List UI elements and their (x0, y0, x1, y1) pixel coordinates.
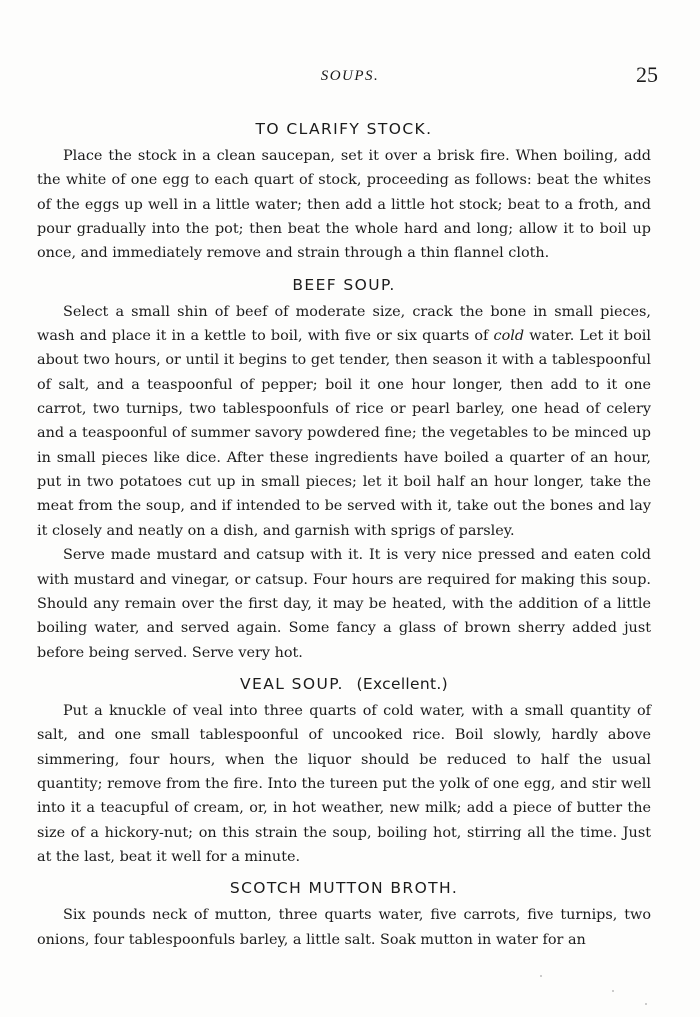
recipe-heading: SCOTCH MUTTON BROTH. (229, 879, 459, 898)
recipe-heading-note: (Excellent.) (356, 674, 448, 693)
recipe-veal-soup (37, 669, 651, 869)
running-head: SOUPS. (320, 68, 380, 84)
recipe-heading: BEEF SOUP. (292, 275, 396, 294)
paper-speck (540, 975, 542, 977)
recipe-clarify-stock (37, 114, 651, 266)
recipe-scotch-mutton-broth (37, 873, 651, 952)
recipe-heading (37, 669, 651, 699)
recipe-heading: TO CLARIFY STOCK. (255, 120, 433, 138)
recipe-beef-soup (37, 270, 651, 665)
page-number: 25 (636, 62, 658, 87)
paper-speck (612, 990, 614, 992)
recipe-paragraph: Six pounds neck of mutton, three quarts water, five carrots, five turnips, two onions, four tablespoonfuls barley, a little salt. Soak mutton in water for an (37, 907, 651, 948)
recipe-paragraph: Place the stock in a clean saucepan, set it over a brisk fire. When boiling, add the white of one egg to each quart of stock, proceeding as follows: beat the whites of the eggs up well in a little water; then add a little hot stock; beat to a froth, and pour gradually into the pot; then beat the whole hard and long; allow it to boil up once, and immediately remove and strain through a thin flannel cloth. (37, 148, 651, 262)
recipe-paragraph: Serve made mustard and catsup with it. It is very nice pressed and eaten cold with mustard and vinegar, or catsup. Four hours are required for making this soup. Should any remain over the first day, it may be heated, with the addition of a little boiling water, and served again. Some fancy a glass of brown sherry added just before being served. Serve very hot. (37, 547, 651, 661)
recipe-paragraph: Put a knuckle of veal into three quarts of cold water, with a small quantity of salt, and one small tablespoonful of uncooked rice. Boil slowly, hardly above simmering, four hours, when the liquor should be reduced to half the usual quantity; remove from the fire. Into the tureen put the yolk of one egg, and stir well into it a teacupful of cream, or, in hot weather, new milk; add a piece of butter the size of a hickory-nut; on this strain the soup, boiling hot, stirring all the time. Just at the last, beat it well for a minute. (37, 702, 651, 865)
page-content (37, 114, 651, 952)
paper-speck (645, 1003, 647, 1005)
recipe-paragraph: Select a small shin of beef of moderate size, crack the bone in small pieces, wash and place it in a kettle to boil, with five or six quarts of cold water. Let it boil about two hours, or until it begins to get tender, then season it with a tablespoonful of salt, and a teaspoonful of pepper; boil it one hour longer, then add to it one carrot, two turnips, two tablespoonfuls of rice or pearl barley, one head of celery and a teaspoonful of summer savory powdered fine; the vegetables to be minced up in small pieces like dice. After these ingredients have boiled a quarter of an hour, put in two potatoes cut up in small pieces; let it boil half an hour longer, take the meat from the soup, and if intended to be served with it, take out the bones and lay it closely and neatly on a dish, and garnish with sprigs of parsley. (37, 303, 652, 539)
recipe-heading-title: VEAL SOUP. (240, 674, 344, 693)
